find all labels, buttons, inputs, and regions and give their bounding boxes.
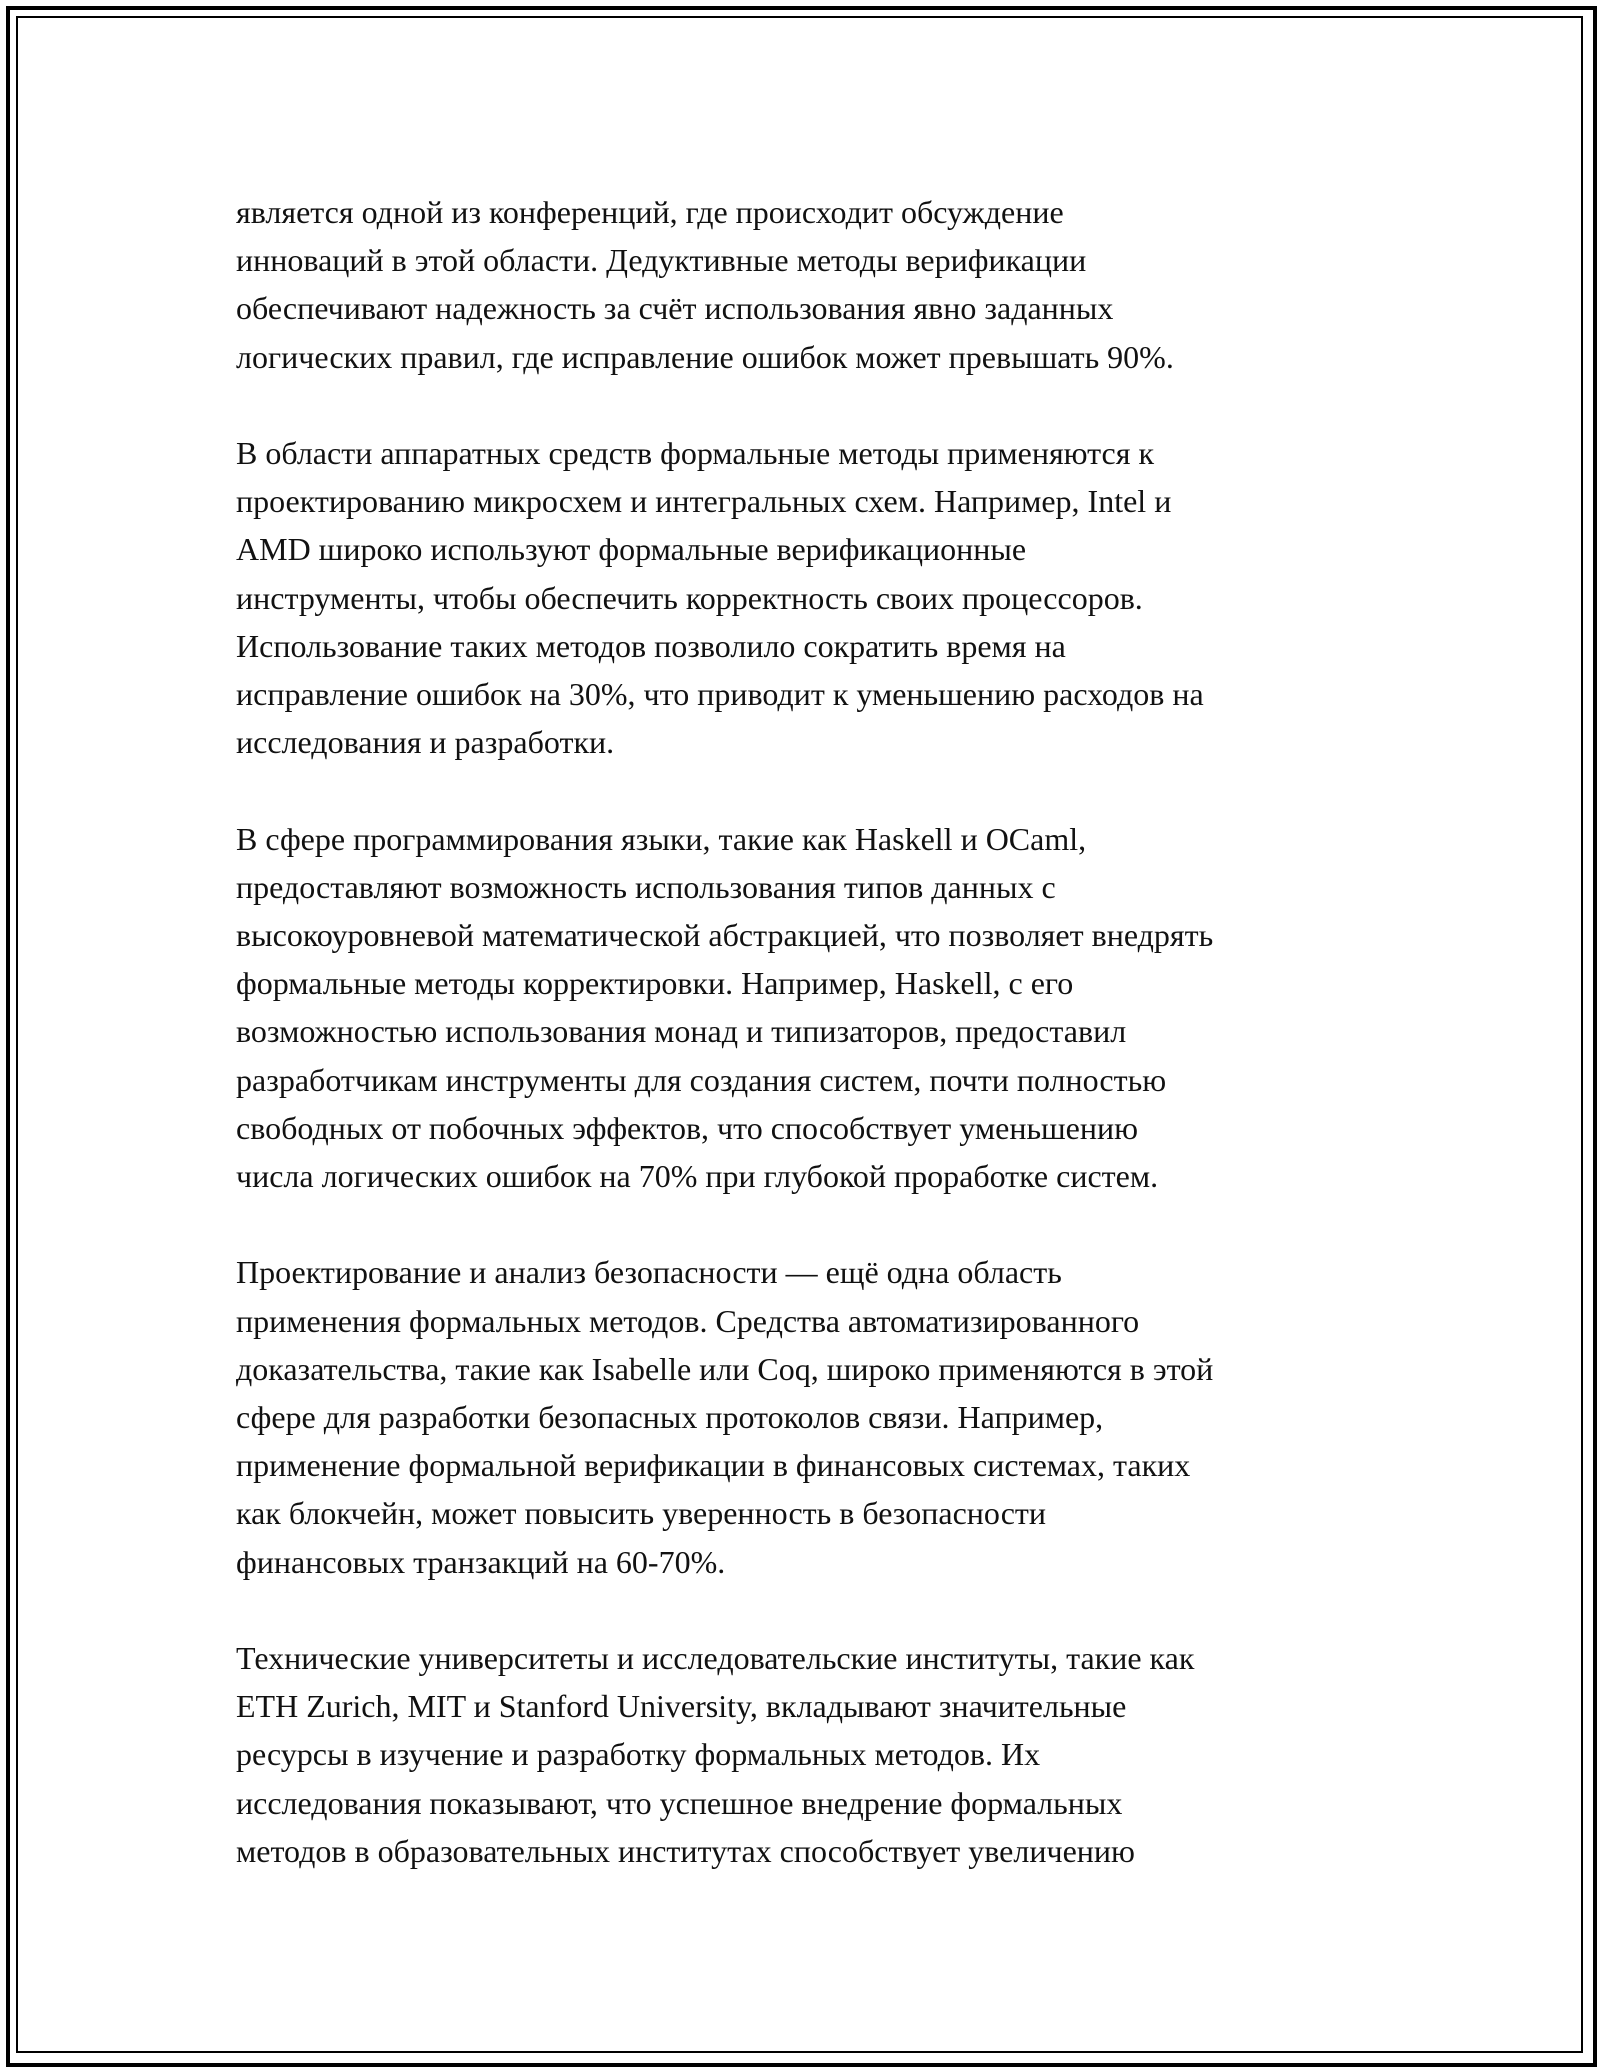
text-line: возможностью использования монад и типизаторов, предоставил xyxy=(236,1013,1127,1050)
text-line: числа логических ошибок на 70% при глубокой проработке систем. xyxy=(236,1158,1159,1195)
text-line: формальные методы корректировки. Например, Haskell, с его xyxy=(236,965,1074,1002)
text-line: логических правил, где исправление ошибок может превышать 90%. xyxy=(236,338,1174,375)
paragraph-2 xyxy=(236,429,1396,766)
text-line: методов в образовательных институтах способствует увеличению xyxy=(236,1832,1135,1869)
text-line: исправление ошибок на 30%, что приводит к уменьшению расходов на xyxy=(236,676,1204,713)
text-line: Проектирование и анализ безопасности — ещё одна область xyxy=(236,1254,1062,1291)
text-line: сфере для разработки безопасных протоколов связи. Например, xyxy=(236,1399,1104,1436)
text-line: В сфере программирования языки, такие как Haskell и OCaml, xyxy=(236,820,1087,857)
text-line: применения формальных методов. Средства автоматизированного xyxy=(236,1302,1140,1339)
text-line: исследования показывают, что успешное внедрение формальных xyxy=(236,1784,1123,1821)
text-line: исследования и разработки. xyxy=(236,724,615,761)
paragraph-5 xyxy=(236,1634,1396,1875)
text-line: Технические университеты и исследовательские институты, такие как xyxy=(236,1640,1195,1677)
text-line: финансовых транзакций на 60-70%. xyxy=(236,1543,726,1580)
text-line: как блокчейн, может повысить уверенность в безопасности xyxy=(236,1495,1047,1532)
text-line: доказательства, такие как Isabelle или Coq, широко применяются в этой xyxy=(236,1350,1214,1387)
text-line: является одной из конференций, где происходит обсуждение xyxy=(236,194,1064,230)
text-line: свободных от побочных эффектов, что способствует уменьшению xyxy=(236,1109,1139,1146)
text-line: инструменты, чтобы обеспечить корректность своих процессоров. xyxy=(236,579,1143,616)
text-line: ресурсы в изучение и разработку формальных методов. Их xyxy=(236,1736,1041,1773)
text-line: предоставляют возможность использования типов данных с xyxy=(236,868,1056,905)
text-line: Использование таких методов позволило сократить время на xyxy=(236,627,1066,664)
text-line: высокоуровневой математической абстракцией, что позволяет внедрять xyxy=(236,917,1214,954)
text-line: В области аппаратных средств формальные методы применяются к xyxy=(236,435,1154,471)
text-line: ETH Zurich, MIT и Stanford University, вкладывают значительные xyxy=(236,1688,1127,1725)
paragraph-4 xyxy=(236,1248,1396,1585)
text-line: обеспечивают надежность за счёт использования явно заданных xyxy=(236,290,1114,327)
paragraph-3 xyxy=(236,815,1396,1201)
text-line: применение формальной верификации в финансовых системах, таких xyxy=(236,1447,1191,1484)
paragraph-1 xyxy=(236,188,1396,381)
text-line: инноваций в этой области. Дедуктивные методы верификации xyxy=(236,242,1087,279)
text-line: проектированию микросхем и интегральных схем. Например, Intel и xyxy=(236,483,1172,520)
text-line: разработчикам инструменты для создания систем, почти полностью xyxy=(236,1061,1167,1098)
document-body xyxy=(236,188,1396,1923)
text-line: AMD широко используют формальные верификационные xyxy=(236,531,1027,568)
